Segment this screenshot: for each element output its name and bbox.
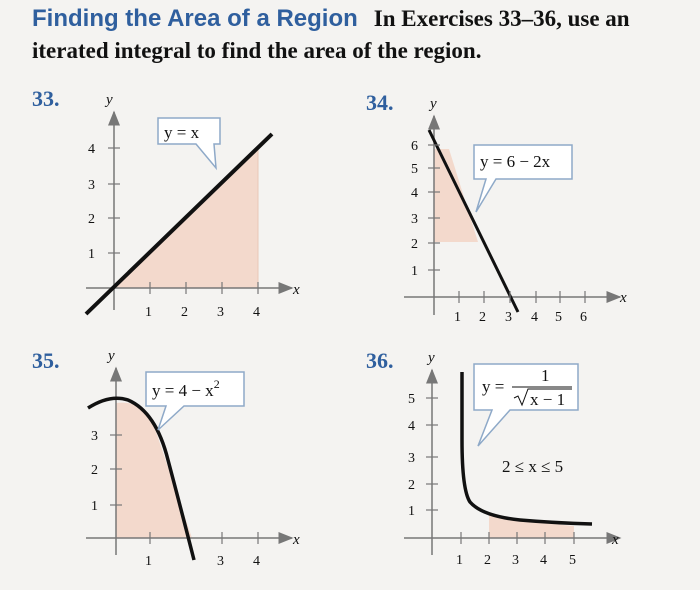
y-tick-2-34: 2 bbox=[411, 237, 418, 252]
y-tick-3-33: 3 bbox=[88, 178, 95, 193]
x-tick-2-33: 2 bbox=[181, 305, 188, 320]
x-tick-6-34: 6 bbox=[580, 310, 587, 325]
x-tick-5-36: 5 bbox=[569, 553, 576, 568]
graph-35 bbox=[86, 348, 300, 569]
y-tick-2-35: 2 bbox=[91, 463, 98, 478]
exercise-number-34: 34. bbox=[366, 90, 394, 115]
x-axis-label-35: x bbox=[293, 532, 300, 548]
y-tick-2-33: 2 bbox=[88, 212, 95, 227]
y-axis-label-33: y bbox=[106, 92, 113, 108]
equation-36-numerator: 1 bbox=[541, 366, 550, 385]
x-tick-4-36: 4 bbox=[540, 553, 547, 568]
interval-36: 2 ≤ x ≤ 5 bbox=[502, 457, 564, 476]
y-tick-3-36: 3 bbox=[408, 451, 415, 466]
x-tick-1-34: 1 bbox=[454, 310, 461, 325]
y-axis-label-34: y bbox=[430, 96, 437, 112]
x-tick-1-36: 1 bbox=[456, 553, 463, 568]
y-tick-6-34: 6 bbox=[411, 139, 418, 154]
instruction-line-2: iterated integral to find the area of the region. bbox=[32, 38, 482, 63]
equation-34: y = 6 − 2x bbox=[480, 152, 551, 171]
equation-36-lhs: y = bbox=[482, 377, 505, 396]
y-axis-label-35: y bbox=[108, 348, 115, 364]
y-tick-3-35: 3 bbox=[91, 429, 98, 444]
graph-34 bbox=[404, 96, 627, 325]
x-tick-3-35: 3 bbox=[217, 554, 224, 569]
instruction-line-1: In Exercises 33–36, use an bbox=[373, 6, 630, 31]
y-tick-4-34: 4 bbox=[411, 186, 418, 201]
y-tick-3-34: 3 bbox=[411, 212, 418, 227]
x-tick-3-34: 3 bbox=[505, 310, 512, 325]
section-title: Finding the Area of a Region bbox=[32, 5, 358, 32]
x-tick-3-33: 3 bbox=[217, 305, 224, 320]
x-tick-5-34: 5 bbox=[555, 310, 562, 325]
x-tick-1-35: 1 bbox=[145, 554, 152, 569]
y-tick-2-36: 2 bbox=[408, 478, 415, 493]
exercise-number-35: 35. bbox=[32, 348, 60, 373]
equation-36-denominator: x − 1 bbox=[530, 390, 566, 409]
equation-33: y = x bbox=[164, 123, 200, 142]
y-tick-5-34: 5 bbox=[411, 162, 418, 177]
equation-35: $y = 4 - x^2$ bbox=[152, 377, 220, 400]
x-axis-label-36: x bbox=[612, 532, 619, 548]
y-tick-1-36: 1 bbox=[408, 504, 415, 519]
y-axis-label-36: y bbox=[428, 350, 435, 366]
x-tick-2-36: 2 bbox=[484, 553, 491, 568]
y-tick-4-33: 4 bbox=[88, 142, 95, 157]
y-tick-4-36: 4 bbox=[408, 419, 415, 434]
x-tick-4-33: 4 bbox=[253, 305, 260, 320]
x-tick-4-34: 4 bbox=[531, 310, 538, 325]
x-axis-label-33: x bbox=[293, 282, 300, 298]
y-tick-1-35: 1 bbox=[91, 499, 98, 514]
x-tick-1-33: 1 bbox=[145, 305, 152, 320]
x-tick-3-36: 3 bbox=[512, 553, 519, 568]
y-tick-1-33: 1 bbox=[88, 247, 95, 262]
x-tick-4-35: 4 bbox=[253, 554, 260, 569]
graph-36 bbox=[404, 350, 620, 568]
exercise-number-33: 33. bbox=[32, 86, 60, 111]
y-tick-1-34: 1 bbox=[411, 264, 418, 279]
exercise-number-36: 36. bbox=[366, 348, 394, 373]
graph-33 bbox=[86, 92, 300, 320]
x-axis-label-34: x bbox=[620, 290, 627, 306]
x-tick-2-34: 2 bbox=[479, 310, 486, 325]
y-tick-5-36: 5 bbox=[408, 392, 415, 407]
shaded-region-34 bbox=[434, 149, 478, 242]
